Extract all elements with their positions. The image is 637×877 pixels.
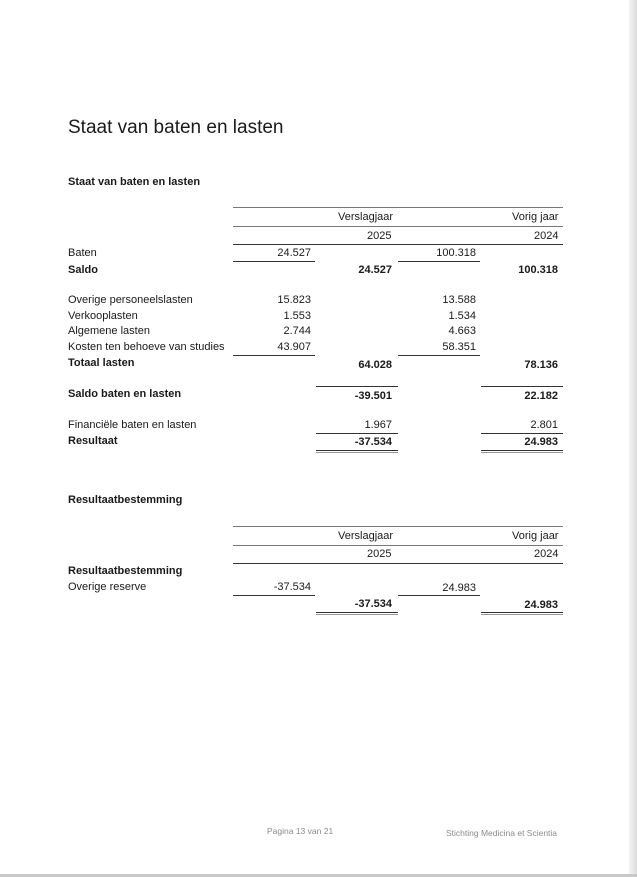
resultaat-double-rule-current — [316, 450, 398, 453]
header-mid-rule — [233, 226, 563, 227]
appr-header-bottom-rule — [233, 563, 563, 564]
cell-algemeen-prior: 4.663 — [448, 325, 476, 337]
row-label-baten: Baten — [68, 247, 97, 259]
appr-prior-year-label: 2024 — [534, 548, 559, 560]
appr-prior-period-label: Vorig jaar — [512, 530, 559, 542]
footer-organization: Stichting Medicina et Scientia — [446, 828, 558, 838]
row-label-algemeen: Algemene lasten — [68, 325, 150, 337]
prior-period-label: Vorig jaar — [512, 211, 559, 223]
row-label-financieel: Financiële baten en lasten — [68, 419, 197, 431]
cell-totaal-current: 64.028 — [358, 359, 392, 371]
page-edge-shadow — [629, 0, 637, 877]
cell-totaal-prior: 78.136 — [524, 359, 558, 371]
cell-reserve-prior: 24.983 — [442, 582, 476, 594]
footer-page-number: Pagina 13 van 21 — [267, 826, 334, 836]
row-label-reserve: Overige reserve — [68, 581, 147, 593]
appr-current-year-label: 2025 — [367, 548, 392, 560]
cell-saldo-current: 24.527 — [358, 264, 392, 276]
cell-personeel-current: 15.823 — [277, 294, 311, 306]
appr-double-rule-prior — [481, 612, 563, 615]
subtotal-rule-prior — [398, 261, 480, 262]
cell-financieel-current: 1.967 — [364, 419, 392, 431]
cell-saldo-bl-prior: 22.182 — [524, 390, 558, 402]
header-bottom-rule — [233, 244, 563, 245]
row-label-studies: Kosten ten behoeve van studies — [68, 341, 225, 353]
financieel-rule-current — [316, 433, 398, 434]
subtotal-rule-current — [233, 261, 315, 262]
appr-subheading: Resultaatbestemming — [68, 565, 183, 577]
appropriation-section-title: Resultaatbestemming — [68, 494, 183, 506]
page-title: Staat van baten en lasten — [68, 117, 284, 138]
reserve-rule-prior — [398, 595, 480, 596]
cell-appr-total-current: -37.534 — [354, 598, 392, 610]
saldo-rule-current — [316, 386, 398, 387]
cell-appr-total-prior: 24.983 — [524, 599, 558, 611]
cell-personeel-prior: 13.588 — [442, 294, 476, 306]
current-year-label: 2025 — [367, 230, 392, 242]
row-label-totaal: Totaal lasten — [68, 357, 135, 369]
cell-studies-prior: 58.351 — [442, 341, 476, 353]
cell-verkoop-prior: 1.534 — [448, 310, 476, 322]
cell-resultaat-current: -37.534 — [354, 436, 392, 448]
appr-double-rule-current — [316, 612, 398, 615]
cell-baten-current: 24.527 — [277, 247, 311, 259]
saldo-rule-prior — [481, 386, 563, 387]
appr-header-mid-rule — [233, 545, 563, 546]
statement-section-title: Staat van baten en lasten — [68, 176, 201, 188]
appr-current-period-label: Verslagjaar — [338, 530, 394, 542]
lasten-rule-prior — [398, 355, 480, 356]
cell-verkoop-current: 1.553 — [283, 310, 311, 322]
header-top-rule — [233, 207, 563, 208]
row-label-saldo: Saldo — [68, 264, 98, 276]
appr-header-top-rule — [233, 526, 563, 527]
reserve-rule-current — [233, 595, 315, 596]
cell-saldo-bl-current: -39.501 — [354, 390, 392, 402]
cell-resultaat-prior: 24.983 — [524, 436, 558, 448]
cell-financieel-prior: 2.801 — [530, 419, 558, 431]
row-label-saldo-bl: Saldo baten en lasten — [68, 388, 182, 400]
cell-algemeen-current: 2.744 — [283, 325, 311, 337]
resultaat-double-rule-prior — [481, 450, 563, 453]
row-label-personeel: Overige personeelslasten — [68, 294, 193, 306]
row-label-resultaat: Resultaat — [68, 435, 118, 447]
cell-reserve-current: -37.534 — [273, 581, 311, 593]
lasten-rule-current — [233, 355, 315, 356]
prior-year-label: 2024 — [534, 230, 559, 242]
cell-baten-prior: 100.318 — [436, 247, 476, 259]
cell-studies-current: 43.907 — [277, 341, 311, 353]
cell-saldo-prior: 100.318 — [518, 264, 558, 276]
row-label-verkoop: Verkooplasten — [68, 310, 138, 322]
current-period-label: Verslagjaar — [338, 211, 394, 223]
financieel-rule-prior — [481, 433, 563, 434]
